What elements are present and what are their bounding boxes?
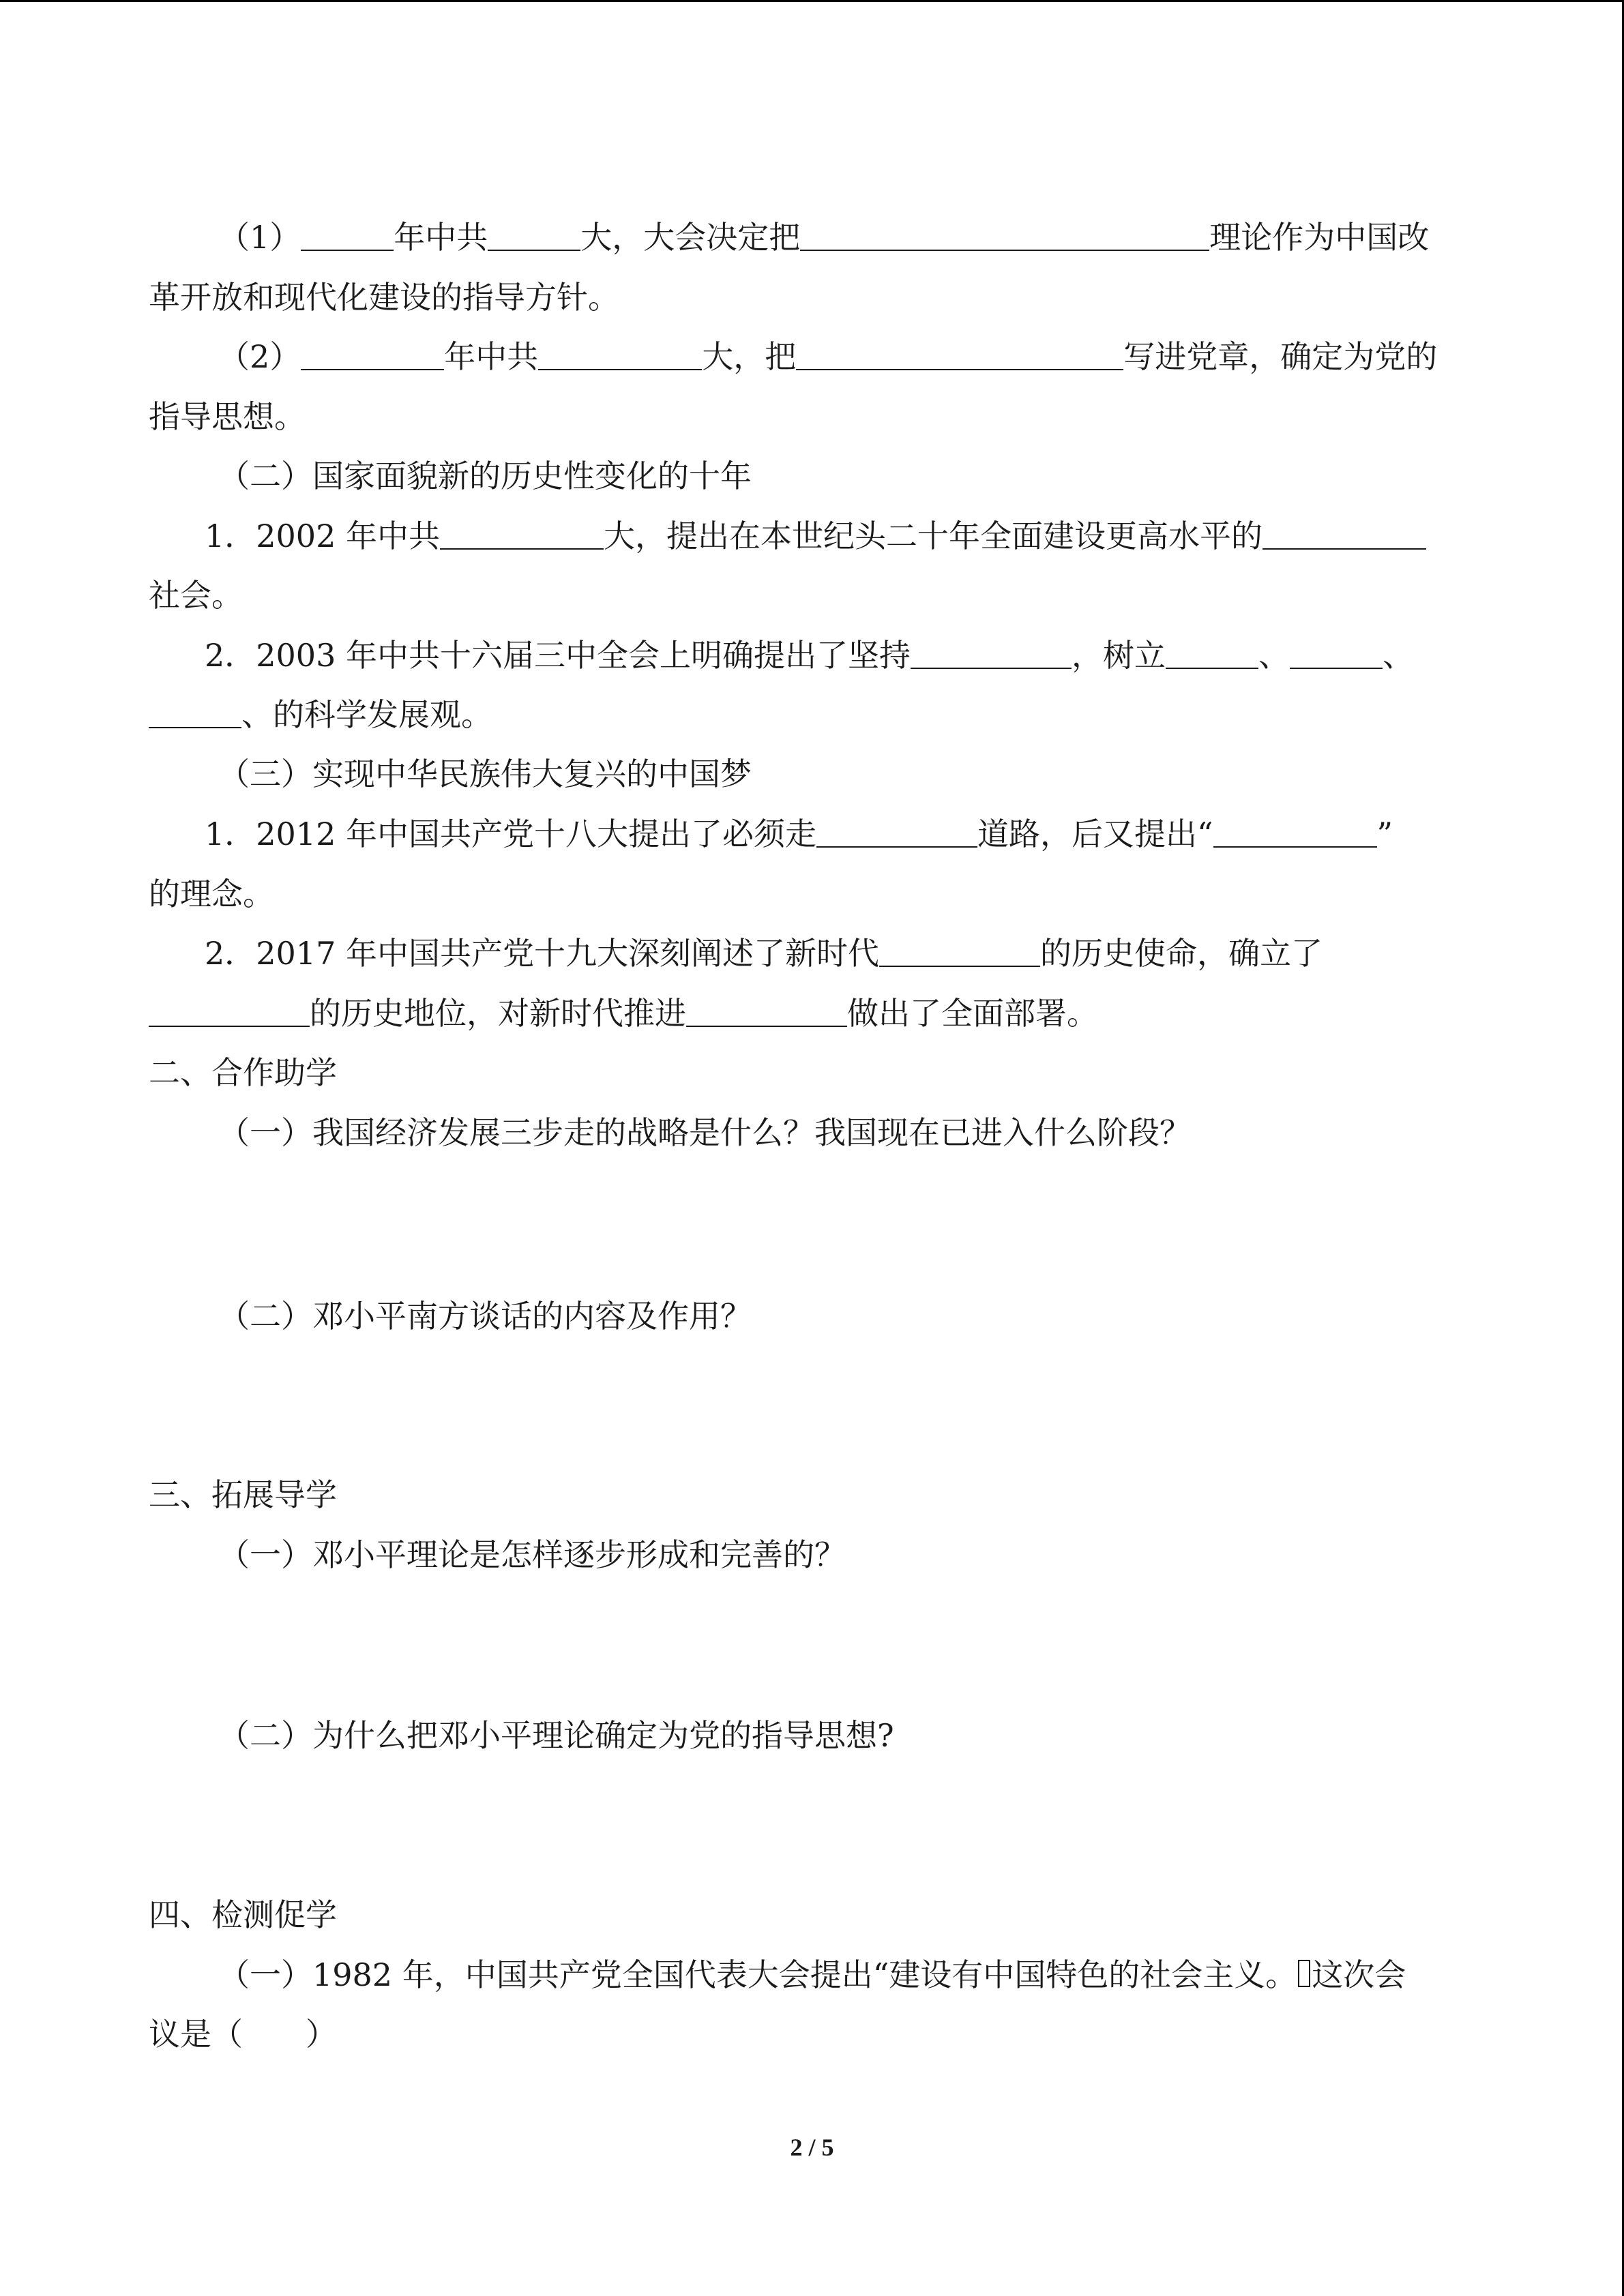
fill-blank[interactable] [301, 218, 394, 251]
text-line-6: 1．2002 年中共 大，提出在本世纪头二十年全面建设更高水平的 [205, 516, 1541, 556]
question: （一）邓小平理论是怎样逐步形成和完善的？ [218, 1536, 846, 1573]
page-border-top [0, 0, 1624, 2]
text-line-9: 、的科学发展观。 [149, 694, 1486, 735]
page-number: 2 / 5 [790, 2134, 834, 2161]
fill-blank[interactable] [1213, 815, 1377, 848]
text-line-4: 指导思想。 [149, 398, 306, 435]
fill-blank[interactable] [301, 338, 444, 370]
fill-blank[interactable] [149, 994, 310, 1027]
fill-blank[interactable] [879, 934, 1040, 967]
text-line-14: 的历史地位，对新时代推进 做出了全面部署。 [149, 993, 1486, 1034]
question-continuation: 议是（ ） [149, 2016, 337, 2053]
text-line-12: 的理念。 [149, 876, 274, 912]
text-line-13: 2．2017 年中国共产党十九大深刻阐述了新时代 的历史使命，确立了 [205, 935, 1323, 972]
fill-blank[interactable] [686, 994, 847, 1027]
fill-blank[interactable] [149, 696, 241, 728]
text-line-11: 1．2012 年中国共产党十八大提出了必须走 道路，后又提出“ ” [205, 816, 1393, 852]
fill-blank[interactable] [488, 218, 580, 251]
fill-blank[interactable] [816, 815, 977, 848]
question: （二）邓小平南方谈话的内容及作用？ [218, 1298, 752, 1335]
fill-blank[interactable] [538, 338, 702, 370]
fill-blank[interactable] [800, 218, 1209, 251]
fill-blank[interactable] [796, 338, 1123, 370]
section-title: 三、拓展导学 [149, 1476, 337, 1513]
text-line-3: （2） 年中共 大，把 写进党章，确定为党的 [218, 338, 1438, 375]
fill-blank[interactable] [911, 636, 1072, 669]
missing-glyph-box [1298, 1960, 1310, 1987]
section-title: 四、检测促学 [149, 1896, 337, 1933]
fill-blank[interactable] [1290, 636, 1383, 669]
section-heading: （二）国家面貌新的历史性变化的十年 [218, 458, 752, 494]
question: （一）我国经济发展三步走的战略是什么？我国现在已进入什么阶段？ [218, 1114, 1191, 1151]
fill-blank[interactable] [1166, 636, 1258, 669]
fill-blank[interactable] [440, 517, 604, 550]
text-line-8: 2．2003 年中共十六届三中全会上明确提出了坚持 ，树立 、 、 [205, 637, 1414, 674]
fill-blank[interactable] [1263, 517, 1426, 550]
text-line-7: 社会。 [149, 577, 243, 614]
question: （二）为什么把邓小平理论确定为党的指导思想? [218, 1717, 894, 1754]
text-line-2: 革开放和现代化建设的指导方针。 [149, 279, 619, 316]
section-heading: （三）实现中华民族伟大复兴的中国梦 [218, 756, 752, 792]
question: （一）1982 年，中国共产党全国代表大会提出“建设有中国特色的社会主义。 这次会 [218, 1956, 1406, 1993]
text-line-1: （1） 年中共 大，大会决定把 理论作为中国改 [218, 219, 1430, 256]
section-title: 二、合作助学 [149, 1054, 337, 1091]
